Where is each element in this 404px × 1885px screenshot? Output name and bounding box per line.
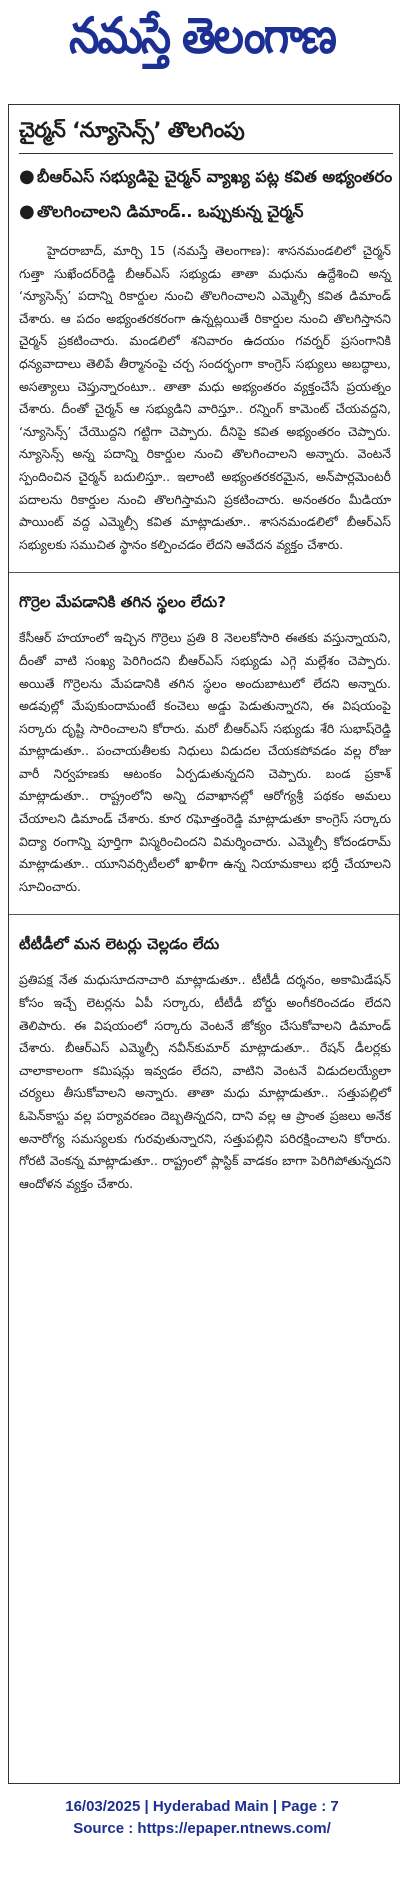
bullet-icon: ● (19, 201, 35, 222)
bullet-icon: ● (19, 166, 35, 187)
bullet-text: తొలగించాలని డిమాండ్.. ఒప్పుకున్న చైర్మన్ (37, 202, 304, 221)
article-headline: చైర్మన్ ‘న్యూసెన్స్’ తొలగింపు (19, 115, 393, 154)
source-footer (0, 1796, 404, 1840)
footer-source-link: Source : https://epaper.ntnews.com/ (73, 1820, 331, 1837)
footer-date-edition: 16/03/2025 | Hyderabad Main | Page : 7 (65, 1798, 339, 1815)
divider (9, 914, 399, 915)
body-paragraph: ప్రతిపక్ష నేత మధుసూదనాచారి మాట్లాడుతూ.. టీటీడీ దర్శనం, అకామిడేషన్ కోసం ఇచ్చే లెటర్లను ఏపీ సర్కారు, టీటీడీ బోర్డు అంగీకరించడం లేదని తెలిపారు. ఈ విషయంలో సర్కారు వెంటనే జోక్యం చేసుకోవాలని డిమాండ్ చేశారు. బీఆర్ఎస్ ఎమ్మెల్సీ నవీన్‌కుమార్ మాట్లాడుతూ.. రేషన్ డీలర్లకు చాలాకాలంగా కమిషన్లు ఇవ్వడం లేదని, వాటిని వెంటనే విడుదలయ్యేలా చర్యలు తీసుకోవాలని అన్నారు. తాతా మధు మాట్లాడుతూ.. సత్తుపల్లిలో ఓపెన్‌కాస్టు వల్ల పర్యావరణం దెబ్బతిన్నదని, దాని వల్ల ఆ ప్రాంత ప్రజలు అనేక అనారోగ్య సమస్యలకు గురవుతున్నారని, సత్తుపల్లిని పరిరక్షించాలని కోరారు. గోరటి వెంకన్న మాట్లాడుతూ.. రాష్ట్రంలో ప్లాస్టిక్ వాడకం బాగా పెరిగిపోతున్నదని ఆందోళన వ్యక్తం చేశారు. (19, 972, 391, 1191)
section-subhead: గొర్రెల మేపడానికి తగిన స్థలం లేదు? (19, 593, 226, 612)
body-paragraph: హైదరాబాద్, మార్చి 15 (నమస్తే తెలంగాణ): శాసనమండలిలో చైర్మన్ గుత్తా సుఖేందర్‌రెడ్డి బీఆర్ఎస్ సభ్యుడు తాతా మధును ఉద్దేశించి అన్న ‘న్యూసెన్స్’ పదాన్ని రికార్డుల నుంచి తొలగించాలని ఎమ్మెల్సీ కవిత డిమాండ్ చేశారు. ఆ పదం అభ్యంతరకరంగా ఉన్నట్లయితే రికార్డుల నుంచి తొలగిస్తానని చైర్మన్ ప్రకటించారు. మండలిలో శనివారం ఉదయం గవర్నర్ ప్రసంగానికి ధన్యవాదాలు తెలిపే తీర్మానంపై చర్చ సందర్భంగా కాంగ్రెస్ సభ్యులు అబద్ధాలు, అసత్యాలు చెప్తున్నారంటూ.. తాతా మధు అభ్యంతరం వ్యక్తంచేసే ప్రయత్నం చేశారు. దీంతో చైర్మన్ ఆ సభ్యుడిని వారిస్తూ.. రన్నింగ్ కామెంట్ చేయవద్దని, ‘న్యూసెన్స్’ చేయొద్దని గట్టిగా చెప్పారు. దీనిపై కవిత అభ్యంతరం చెప్పారు. న్యూసెన్స్ అన్న పదాన్ని రికార్డుల నుంచి తొలగించాలని అన్నారు. వెంటనే స్పందించిన చైర్మన్ బదులిస్తూ.. ఇలాంటి అభ్యంతరకరమైన, అన్‌పార్లమెంటరీ పదాలను రికార్డుల నుంచి తొలగిస్తామని ప్రకటించారు. అనంతరం మీడియా పాయింట్ వద్ద ఎమ్మెల్సీ కవిత మాట్లాడుతూ.. శాసనమండలిలో బీఆర్ఎస్ సభ్యులకు సముచిత స్థానం కల్పించడం లేదని ఆవేదన వ్యక్తం చేశారు. (19, 243, 391, 552)
newspaper-title: నమస్తే తెలంగాణ (69, 7, 335, 65)
article-body (19, 627, 391, 898)
summary-bullet (19, 162, 393, 191)
article-body (19, 240, 391, 556)
section-subhead: టీటీడీలో మన లెటర్లు చెల్లడం లేదు (19, 935, 220, 954)
bullet-text: బీఆర్ఎస్ సభ్యుడిపై చైర్మన్ వ్యాఖ్య పట్ల కవిత అభ్యంతరం (37, 167, 393, 186)
body-paragraph: కేసీఆర్ హయాంలో ఇచ్చిన గొర్రెలు ప్రతి 8 నెలలకోసారి ఈతకు వస్తున్నాయని, దీంతో వాటి సంఖ్య పెరిగిందని బీఆర్ఎస్ సభ్యుడు ఎగ్గె మల్లేశం చెప్పారు. అయితే గొర్రెలను మేపడానికి తగిన స్థలం అందుబాటులో లేదని అన్నారు. అడవుల్లో మేపుకుందామంటే కంచెలు అడ్డు పెడుతున్నారని, ఈ విషయంపై సర్కారు దృష్టి సారించాలని కోరారు. మరో బీఆర్ఎస్ సభ్యుడు శేరి సుభాష్‌రెడ్డి మాట్లాడుతూ.. పంచాయతీలకు నిధులు విడుదల చేయకపోవడం వల్ల రోజు వారీ నిర్వహణకు ఆటంకం ఏర్పడుతున్నదని చెప్పారు. బండ ప్రకాశ్ మాట్లాడుతూ.. రాష్ట్రంలోని అన్ని దవాఖానల్లో ఆరోగ్యశ్రీ పథకం అమలు చేయాలని డిమాండ్ చేశారు. కూర రఘోత్తంరెడ్డి మాట్లాడుతూ కాంగ్రెస్ సర్కారు విద్యా రంగాన్ని పూర్తిగా విస్మరించిందని విమర్శించారు. ఎమ్మెల్సీ కోదండరామ్ మాట్లాడుతూ.. యూనివర్సిటీలలో ఖాళీగా ఉన్న నియామకాలు భర్తీ చేయాలని సూచించారు. (19, 630, 391, 894)
masthead (0, 0, 404, 84)
divider (9, 572, 399, 573)
article-body (19, 969, 391, 1195)
article (8, 104, 400, 1784)
summary-bullet (19, 197, 393, 226)
